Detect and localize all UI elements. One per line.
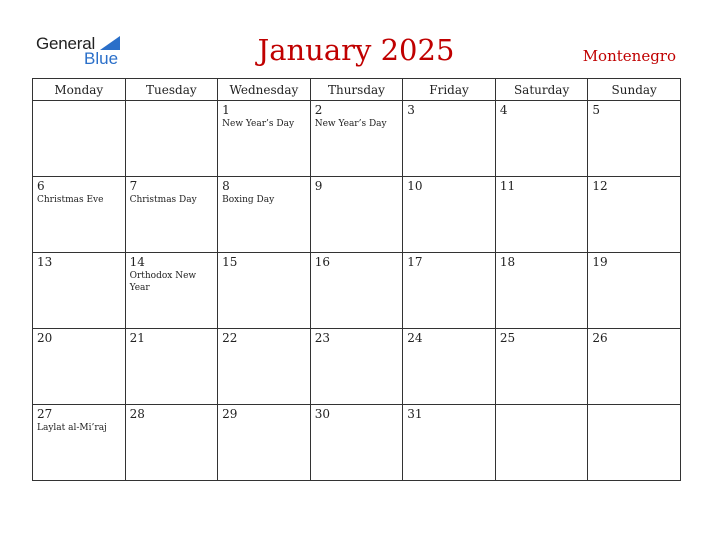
weekday-header-saturday: Saturday [495,79,588,101]
calendar-day-cell [125,101,218,177]
calendar-day-cell [588,329,681,405]
day-number: 9 [314,179,323,193]
day-number: 25 [499,331,516,345]
calendar-day-cell [403,405,496,481]
holiday-label: Boxing Day [222,195,275,205]
day-number: 3 [407,103,415,117]
holiday-label: Christmas Day [129,195,197,205]
calendar-day-cell [403,253,496,329]
calendar-day-cell [33,177,126,253]
calendar-day-cell [33,329,126,405]
holiday-label: Orthodox New Year [129,271,197,293]
day-number: 5 [592,103,601,117]
calendar-day-cell [310,329,403,405]
holiday-label: New Year’s Day [222,119,295,129]
day-number: 20 [37,331,53,345]
calendar-week-row [33,405,681,481]
calendar-day-cell [403,329,496,405]
holiday-label: Christmas Eve [37,195,104,205]
logo-text-blue: Blue [84,49,119,68]
day-number: 28 [129,407,145,421]
holiday-label: New Year’s Day [314,119,387,129]
day-number: 12 [592,179,608,193]
calendar-day-cell [125,253,218,329]
holiday-label: Laylat al-Mi’raj [37,423,107,433]
day-number: 30 [314,407,330,421]
calendar-week-row [33,329,681,405]
calendar-day-cell [218,101,311,177]
day-number: 23 [314,331,330,345]
day-number: 4 [499,103,508,117]
page-title: January 2025 [257,33,455,67]
calendar-day-cell [403,101,496,177]
day-number: 2 [314,103,323,117]
day-number: 27 [37,407,53,421]
day-number: 7 [129,179,138,193]
weekday-header-row [33,79,681,101]
weekday-header-friday: Friday [403,79,496,101]
calendar-day-cell [310,405,403,481]
weekday-header-thursday: Thursday [310,79,403,101]
calendar-week-row [33,253,681,329]
calendar-day-cell [33,405,126,481]
day-number: 13 [37,255,53,269]
day-number: 16 [314,255,330,269]
calendar-day-cell [218,253,311,329]
day-number: 31 [407,407,423,421]
day-number: 21 [129,331,145,345]
day-number: 17 [407,255,423,269]
logo-text-general: General [36,34,96,53]
calendar-day-cell [588,253,681,329]
day-number: 18 [499,255,516,269]
calendar-day-cell [218,177,311,253]
day-number: 10 [407,179,423,193]
country-label: Montenegro [582,47,676,65]
day-number: 6 [37,179,45,193]
day-number: 22 [222,331,238,345]
calendar-day-cell [495,253,588,329]
calendar-day-cell [495,177,588,253]
weekday-header-tuesday: Tuesday [125,79,218,101]
day-number: 29 [222,407,238,421]
calendar-day-cell [33,253,126,329]
calendar-day-cell [125,177,218,253]
day-number: 8 [222,179,230,193]
calendar-day-cell [218,405,311,481]
weekday-header-sunday: Sunday [588,79,681,101]
calendar-day-cell [588,177,681,253]
calendar-body [33,101,681,481]
calendar-day-cell [218,329,311,405]
calendar-day-cell [310,177,403,253]
calendar-day-cell [125,405,218,481]
weekday-header-monday: Monday [33,79,126,101]
calendar-day-cell [310,253,403,329]
day-number: 19 [592,255,608,269]
calendar-day-cell [310,101,403,177]
day-number: 26 [592,331,608,345]
weekday-header-wednesday: Wednesday [218,79,311,101]
calendar-day-cell [495,101,588,177]
calendar-grid [32,78,681,481]
day-number: 1 [222,103,230,117]
calendar-day-cell [588,101,681,177]
calendar-day-cell [33,101,126,177]
calendar-week-row [33,177,681,253]
calendar-week-row [33,101,681,177]
day-number: 24 [407,331,423,345]
day-number: 15 [222,255,238,269]
day-number: 14 [129,255,145,269]
calendar-day-cell [495,329,588,405]
calendar-day-cell [403,177,496,253]
calendar-day-cell [125,329,218,405]
calendar-day-cell [495,405,588,481]
day-number: 11 [499,179,516,193]
calendar-day-cell [588,405,681,481]
